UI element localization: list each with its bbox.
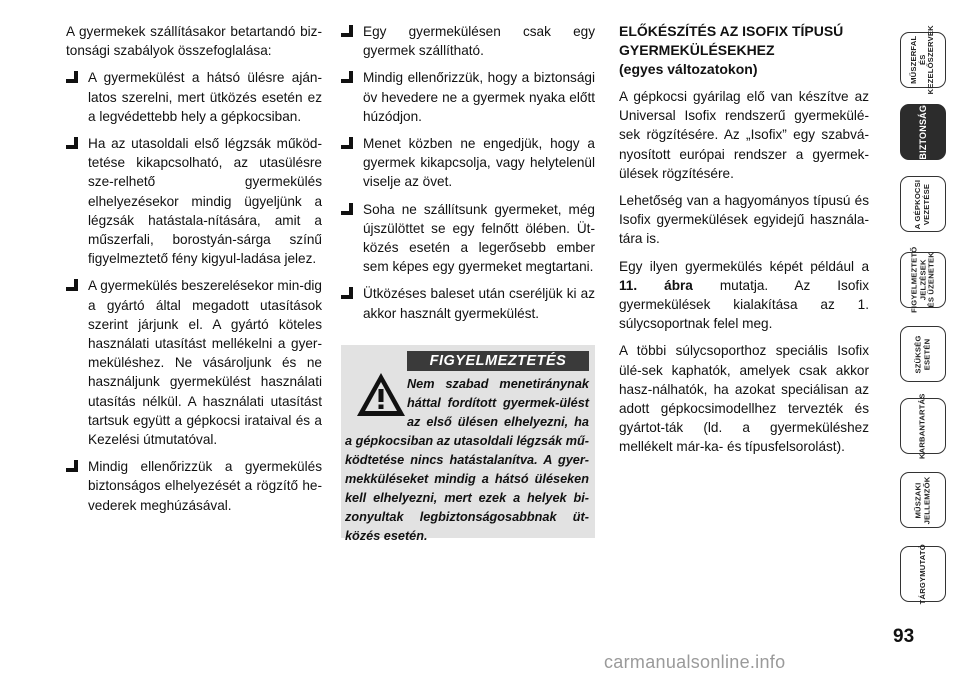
paragraph: Lehetőség van a hagyományos típusú és Isofix gyermekülések egyidejű használa-tára is. [619,193,869,247]
checkbox-bullet-icon [341,25,353,37]
checkbox-bullet-icon [341,203,353,215]
tab-figyelmezteto-jelzesek[interactable]: FIGYELMEZTETŐ JELZÉSEK ÉS ÜZENETEK [900,252,946,308]
list-item: Egy gyermekülésen csak egy gyermek szállítható. [341,22,595,60]
page-number: 93 [893,626,915,647]
column-3 [619,22,869,465]
checkbox-bullet-icon [66,460,78,472]
tab-biztonsag[interactable]: BIZTONSÁG [900,104,946,160]
tab-gepkocsi-vezetese[interactable]: A GÉPKOCSI VEZETÉSE [900,176,946,232]
figure-reference: 11. ábra [619,277,693,293]
list-item: Soha ne szállítsunk gyermeket, még újszülöttet se egy felnőtt ölében. Üt-közés esetén a legerősebb ember sem képes egy gyermeket megtartani. [341,200,595,277]
column-2 [341,22,595,331]
section-subheading: (egyes változatokon) [619,61,758,77]
paragraph: A többi súlycsoporthoz speciális Isofix ülé-sek kaphatók, amelyek csak akkor hasz-nálhatók, ha azokat speciálisan az adott gépkocsimodellhez tervezték és gyártot-ták (ld. a gyermeküléshez mellékelt már-ka- és típusfelsorolást). [619,343,869,455]
section-heading: ELŐKÉSZÍTÉS AZ ISOFIX TÍPUSÚ GYERMEKÜLÉSEKHEZ (egyes változatokon) [619,23,844,77]
warning-box [341,345,595,543]
tab-karbantartas[interactable]: KARBANTARTÁS [900,398,946,454]
checkbox-bullet-icon [341,137,353,149]
list-item: A gyermekülést a hátsó ülésre aján-latos szerelni, mert ütközés esetén ez a legvédettebb hely a gépkocsiban. [66,68,322,126]
tab-muszaki-jellemzok[interactable]: MŰSZAKI JELLEMZŐK [900,472,946,528]
intro-text: A gyermekek szállításakor betartandó biz-tonsági szabályok összefoglalása: [66,24,322,59]
list-item: Ütközéses baleset után cseréljük ki az akkor használt gyermekülést. [341,284,595,322]
checkbox-bullet-icon [66,137,78,149]
column-1 [66,22,322,523]
paragraph: Egy ilyen gyermekülés képét például a 11. ábra mutatja. Az Isofix gyermekülések kialakítása az 1. súlycsoportnak felel meg. [619,258,870,332]
list-item: Ha az utasoldali első légzsák működ-tetése kikapcsolható, az utasülésre sze-relhető gyermekülés elhelyezésekor mindig ügyeljünk a légzsák hatástala-nítására, amit a műszerfali, borostyán-sárga színű figyelmeztető fény kigyul-ladása jelez. [66,134,322,268]
footer-watermark: carmanualsonline.info [604,652,786,672]
warning-text: Nem szabad menetiránynak háttal fordított gyermek-ülést az első ülésen elhelyezni, ha a gépkocsiban az utasoldali légzsák mű-ködtetése nincs hatástalanítva. A gyer-mekküléseket mindig a hátsó üléseken kell elhelyezni, mert ezek a helyek bi-zonyultak legbiztonságosabbnak üt-közés esetén. [345,377,589,543]
list-item: Menet közben ne engedjük, hogy a gyermek kikapcsolja, vagy helytelenül viselje az övet. [341,134,595,192]
checkbox-bullet-icon [66,71,78,83]
checkbox-bullet-icon [341,287,353,299]
paragraph: A gépkocsi gyárilag elő van készítve az Universal Isofix rendszerű gyermekülé-sek rögzítésére. Az „Isofix” egy szabvá-nyosított európai rendszer a gyermek-ülések rögzítésére. [619,89,869,181]
checkbox-bullet-icon [341,71,353,83]
list-item: A gyermekülés beszerelésekor min-dig a gyártó által megadott utasítások szerint járjunk el. A gyártó köteles használati utasítást mellékelni a gyer-meküléshez. Ne vásároljunk és ne használjunk gyermekülést használati utasítás nélkül. A használati utasítást tartsuk együtt a gépkocsi irataival és a Kezelési útmutatóval. [66,276,322,449]
checkbox-bullet-icon [66,279,78,291]
tab-szukseg-eseten[interactable]: SZÜKSÉG ESETÉN [900,326,946,382]
list-item: Mindig ellenőrizzük a gyermekülés biztonságos elhelyezését a rögzítő he-vederek meghúzásával. [66,457,322,515]
tab-muszerfal[interactable]: MŰSZERFAL ÉS KEZELŐSZERVEK [900,32,946,88]
warning-title: FIGYELMEZTETÉS [407,351,589,371]
list-item: Mindig ellenőrizzük, hogy a biztonsági öv hevedere ne a gyermek nyaka előtt húzódjon. [341,68,595,126]
tab-targymutato[interactable]: TÁRGYMUTATÓ [900,546,946,602]
